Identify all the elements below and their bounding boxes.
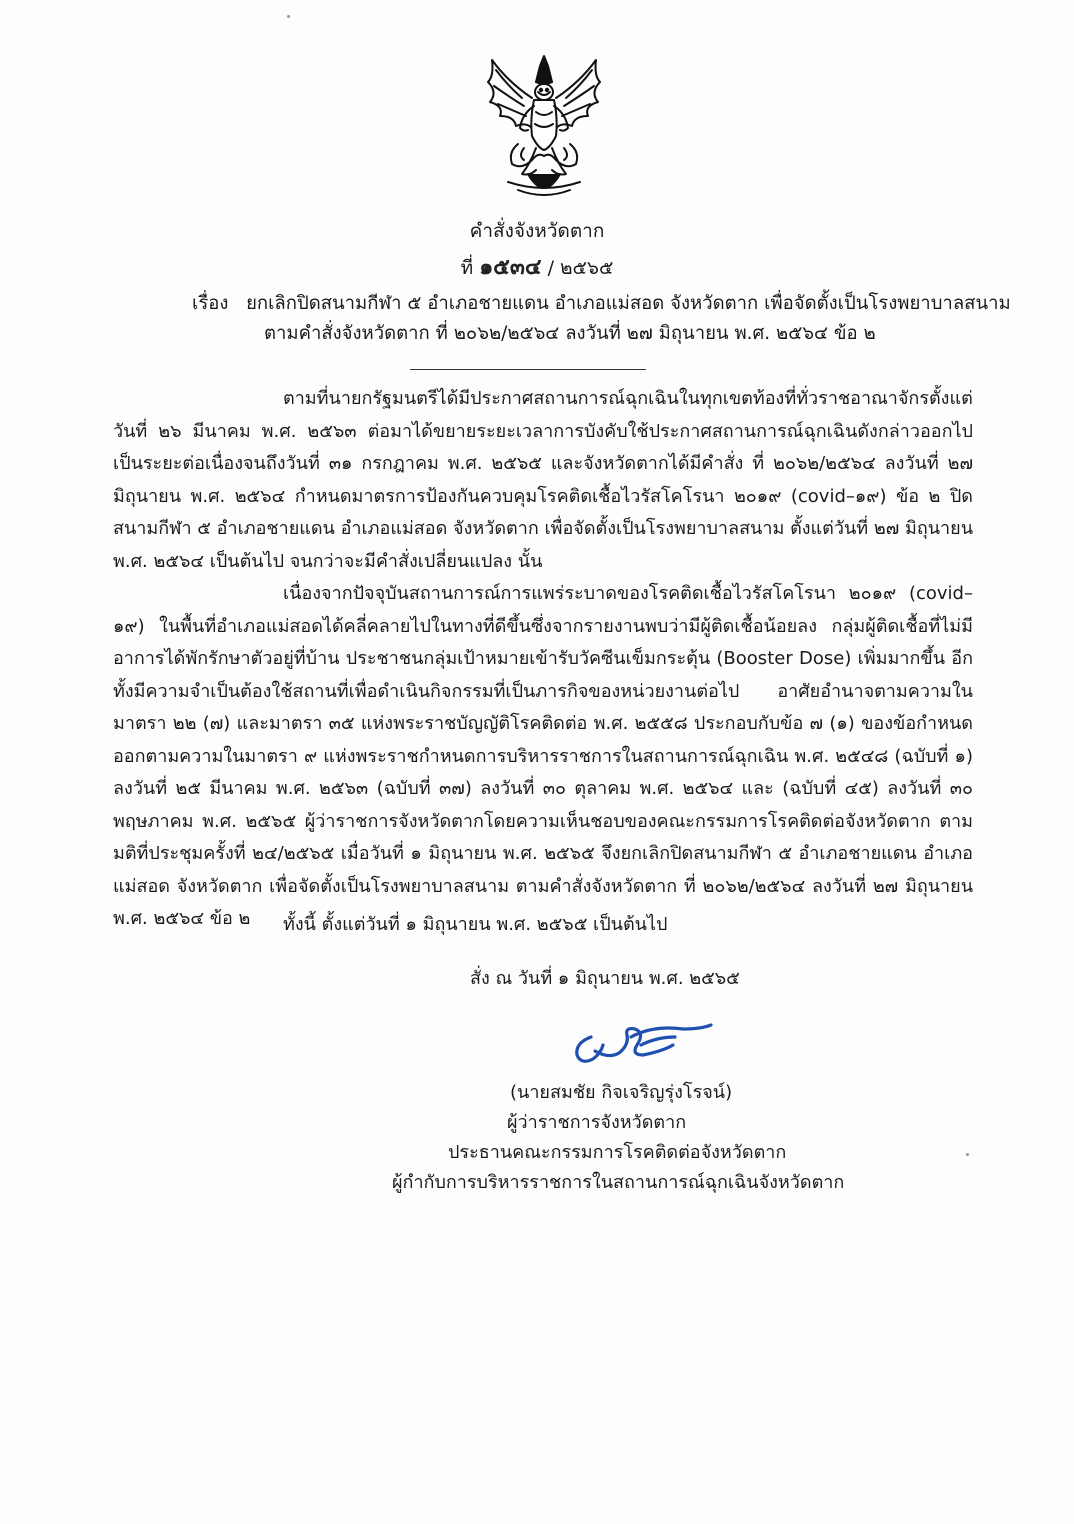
body-paragraph-1: ตามที่นายกรัฐมนตรีได้มีประกาศสถานการณ์ฉุกเฉินในทุกเขตท้องที่ทั่วราชอาณาจักรตั้งแต่วันที่ ๒๖ มีนาคม พ.ศ. ๒๕๖๓ ต่อมาได้ขยายระยะเวลาการบังคับใช้ประกาศสถานการณ์ฉุกเฉินดังกล่าวออกไปเป็นระยะต่อเนื่องจนถึงวันที่ ๓๑ กรกฎาคม พ.ศ. ๒๕๖๕ และจังหวัดตากได้มีคำสั่ง ที่ ๒๐๖๒/๒๕๖๔ ลงวันที่ ๒๗ มิถุนายน พ.ศ. ๒๕๖๔ กำหนดมาตรการป้องกันควบคุมโรคติดเชื้อไวรัสโคโรนา ๒๐๑๙ (covid–๑๙) ข้อ ๒ ปิดสนามกีฬา ๕ อำเภอชายแดน อำเภอแม่สอด จังหวัดตาก เพื่อจัดตั้งเป็นโรงพยาบาลสนาม ตั้งแต่วันที่ ๒๗ มิถุนายน พ.ศ. ๒๕๖๔ เป็นต้นไป จนกว่าจะมีคำสั่งเปลี่ยนแปลง นั้น: [113, 388, 973, 572]
subject-line-2: ตามคำสั่งจังหวัดตาก ที่ ๒๐๖๒/๒๕๖๔ ลงวันที่ ๒๗ มิถุนายน พ.ศ. ๒๕๖๔ ข้อ ๒: [264, 323, 876, 344]
subject-label: เรื่อง: [192, 293, 229, 314]
signatory-block: [380, 1078, 860, 1198]
body-paragraph-3: ทั้งนี้ ตั้งแต่วันที่ ๑ มิถุนายน พ.ศ. ๒๕๖๕ เป็นต้นไป: [283, 914, 668, 935]
subject-line-1: [192, 289, 1011, 319]
order-number-line: [0, 254, 1074, 281]
paper-speck: [966, 1153, 969, 1156]
handwritten-signature-icon: [565, 1015, 725, 1075]
signatory-title-2: ประธานคณะกรรมการโรคติดต่อจังหวัดตาก: [448, 1142, 787, 1163]
signatory-title-3: ผู้กำกับการบริหารราชการในสถานการณ์ฉุกเฉินจังหวัดตาก: [392, 1172, 845, 1193]
subject-text-1: ยกเลิกปิดสนามกีฬา ๕ อำเภอชายแดน อำเภอแม่สอด จังหวัดตาก เพื่อจัดตั้งเป็นโรงพยาบาลสนาม: [246, 293, 1011, 314]
order-title: คำสั่งจังหวัดตาก: [469, 220, 605, 242]
paper-speck: [287, 15, 290, 18]
garuda-emblem-icon: [478, 52, 610, 202]
given-date: สั่ง ณ วันที่ ๑ มิถุนายน พ.ศ. ๒๕๖๕: [470, 968, 740, 989]
order-year: / ๒๕๖๕: [547, 257, 614, 279]
order-number: ๑๕๓๔: [479, 254, 542, 280]
subject-block: [192, 289, 1011, 349]
signatory-title-1: ผู้ว่าราชการจังหวัดตาก: [507, 1112, 687, 1133]
order-number-prefix: ที่: [460, 257, 474, 279]
divider-line: [410, 369, 646, 370]
body-paragraph-2: เนื่องจากปัจจุบันสถานการณ์การแพร่ระบาดของโรคติดเชื้อไวรัสโคโรนา ๒๐๑๙ (covid–๑๙) ในพื้นที่อำเภอแม่สอดได้คลี่คลายไปในทางที่ดีขึ้นซึ่งจากรายงานพบว่ามีผู้ติดเชื้อน้อยลง กลุ่มผู้ติดเชื้อที่ไม่มีอาการได้พักรักษาตัวอยู่ที่บ้าน ประชาชนกลุ่มเป้าหมายเข้ารับวัคซีนเข็มกระตุ้น (Booster Dose) เพิ่มมากขึ้น อีกทั้งมีความจำเป็นต้องใช้สถานที่เพื่อดำเนินกิจกรรมที่เป็นภารกิจของหน่วยงานต่อไป อาศัยอำนาจตามความในมาตรา ๒๒ (๗) และมาตรา ๓๕ แห่งพระราชบัญญัติโรคติดต่อ พ.ศ. ๒๕๕๘ ประกอบกับข้อ ๗ (๑) ของข้อกำหนดออกตามความในมาตรา ๙ แห่งพระราชกำหนดการบริหารราชการในสถานการณ์ฉุกเฉิน พ.ศ. ๒๕๔๘ (ฉบับที่ ๑) ลงวันที่ ๒๕ มีนาคม พ.ศ. ๒๕๖๓ (ฉบับที่ ๓๗) ลงวันที่ ๓๐ ตุลาคม พ.ศ. ๒๕๖๔ และ (ฉบับที่ ๔๕) ลงวันที่ ๓๐ พฤษภาคม พ.ศ. ๒๕๖๕ ผู้ว่าราชการจังหวัดตากโดยความเห็นชอบของคณะกรรมการโรคติดต่อจังหวัดตาก ตามมติที่ประชุมครั้งที่ ๒๔/๒๕๖๕ เมื่อวันที่ ๑ มิถุนายน พ.ศ. ๒๕๖๕ จึงยกเลิกปิดสนามกีฬา ๕ อำเภอชายแดน อำเภอแม่สอด จังหวัดตาก เพื่อจัดตั้งเป็นโรงพยาบาลสนาม ตามคำสั่งจังหวัดตาก ที่ ๒๐๖๒/๒๕๖๔ ลงวันที่ ๒๗ มิถุนายน พ.ศ. ๒๕๖๔ ข้อ ๒: [113, 583, 973, 929]
signatory-name: (นายสมชัย กิจเจริญรุ่งโรจน์): [510, 1082, 733, 1103]
